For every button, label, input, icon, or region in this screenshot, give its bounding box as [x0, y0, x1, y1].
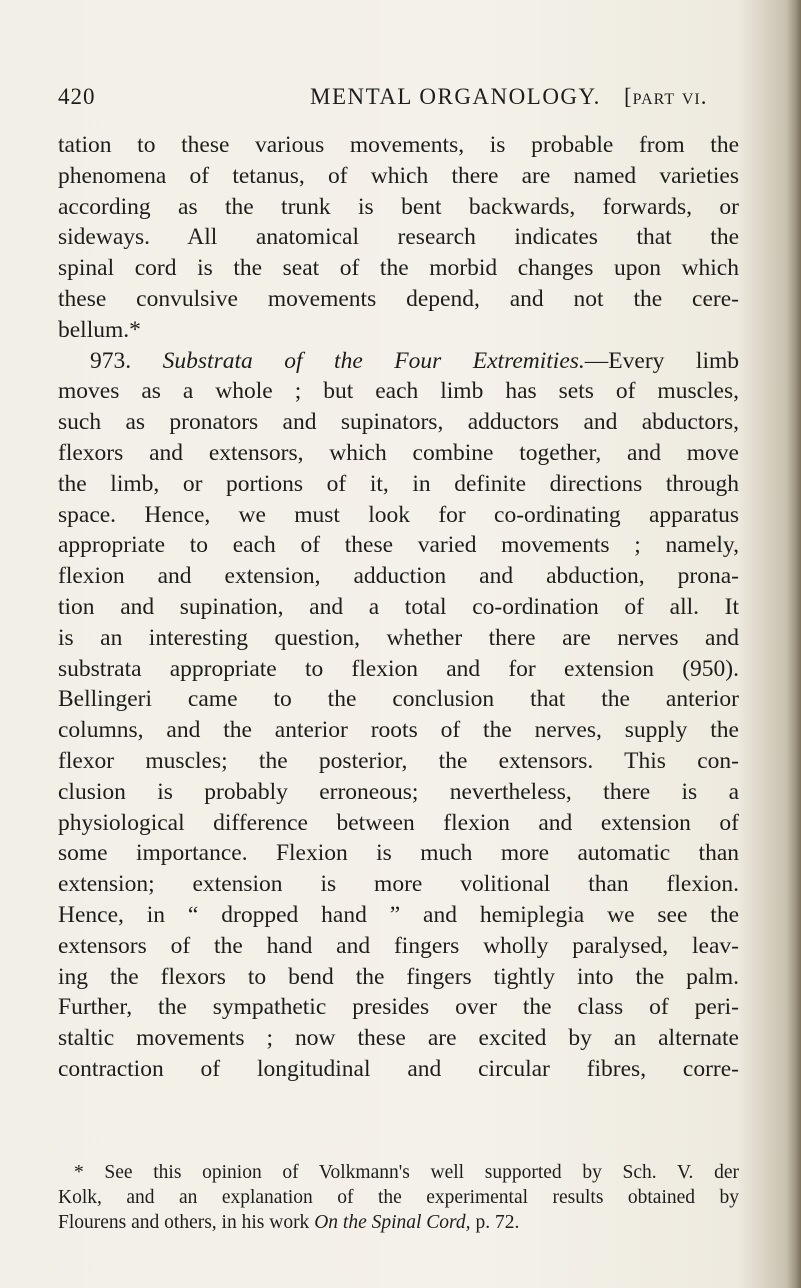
text-line: phenomena of tetanus, of which there are named varieties	[58, 162, 739, 189]
text-line: columns, and the anterior roots of the nerves, supply the	[58, 717, 739, 744]
text-line: the limb, or portions of it, in definite directions through	[58, 470, 739, 497]
text-line: such as pronators and supinators, adductors and abductors,	[58, 409, 739, 436]
section-lead-text: —Every limb	[584, 347, 740, 374]
text-line: clusion is probably erroneous; nevertheless, there is a	[58, 778, 739, 805]
text-line: physiological difference between flexion and extension of	[58, 809, 739, 836]
text-line: according as the trunk is bent backwards, forwards, or	[58, 193, 739, 220]
text-line: Bellingeri came to the conclusion that the anterior	[58, 686, 739, 713]
section-title: Substrata of the Four Extremities.	[162, 347, 585, 374]
text-line: tion and supination, and a total co-ordination of all. It	[58, 593, 739, 620]
body-text	[58, 130, 739, 1085]
text-line: extension; extension is more volitional than flexion.	[58, 871, 739, 898]
text-line: appropriate to each of these varied movements ; namely,	[58, 532, 739, 559]
text-line: contraction of longitudinal and circular fibres, corre-	[58, 1055, 739, 1082]
running-head-part: [part vi.	[624, 84, 708, 109]
text-line: substrata appropriate to flexion and for extension (950).	[58, 655, 739, 682]
text-line: Hence, in “ dropped hand ” and hemiplegia we see the	[58, 901, 739, 928]
text-line: tation to these various movements, is probable from the	[58, 132, 739, 158]
footnote-text: Flourens and others, in his work	[58, 1212, 315, 1233]
text-line: spinal cord is the seat of the morbid changes upon which	[58, 255, 739, 282]
page-number: 420	[58, 84, 96, 109]
text-line: sideways. All anatomical research indicates that the	[58, 224, 739, 251]
text-line: bellum.*	[58, 316, 141, 343]
running-head	[58, 84, 738, 116]
text-line: flexion and extension, adduction and abduction, prona-	[58, 563, 739, 590]
text-line: is an interesting question, whether there are nerves and	[58, 624, 739, 651]
section-heading-line	[58, 346, 739, 377]
text-line: flexors and extensors, which combine together, and move	[58, 439, 739, 466]
text-line: some importance. Flexion is much more automatic than	[58, 840, 739, 867]
text-line: Further, the sympathetic presides over the class of peri-	[58, 994, 739, 1021]
footnote-line: Kolk, and an explanation of the experimental results obtained by	[58, 1187, 739, 1208]
footnote	[58, 1160, 739, 1235]
running-head-title: MENTAL ORGANOLOGY.	[310, 84, 601, 109]
page-edge-shadow	[787, 0, 801, 1288]
footnote-text: p. 72.	[470, 1212, 520, 1233]
text-line: these convulsive movements depend, and not the cere-	[58, 285, 739, 312]
footnote-line	[58, 1210, 739, 1235]
text-line: ing the flexors to bend the fingers tightly into the palm.	[58, 963, 739, 990]
footnote-line: * See this opinion of Volkmann's well supported by Sch. V. der	[74, 1162, 739, 1183]
section-number: 973.	[90, 347, 132, 374]
footnote-work-title: On the Spinal Cord,	[314, 1212, 471, 1233]
text-line: space. Hence, we must look for co-ordinating apparatus	[58, 501, 739, 528]
text-line: flexor muscles; the posterior, the extensors. This con-	[58, 747, 739, 774]
text-line: extensors of the hand and fingers wholly paralysed, leav-	[58, 932, 739, 959]
text-line: moves as a whole ; but each limb has sets of muscles,	[58, 378, 739, 405]
text-line: staltic movements ; now these are excited by an alternate	[58, 1025, 739, 1052]
